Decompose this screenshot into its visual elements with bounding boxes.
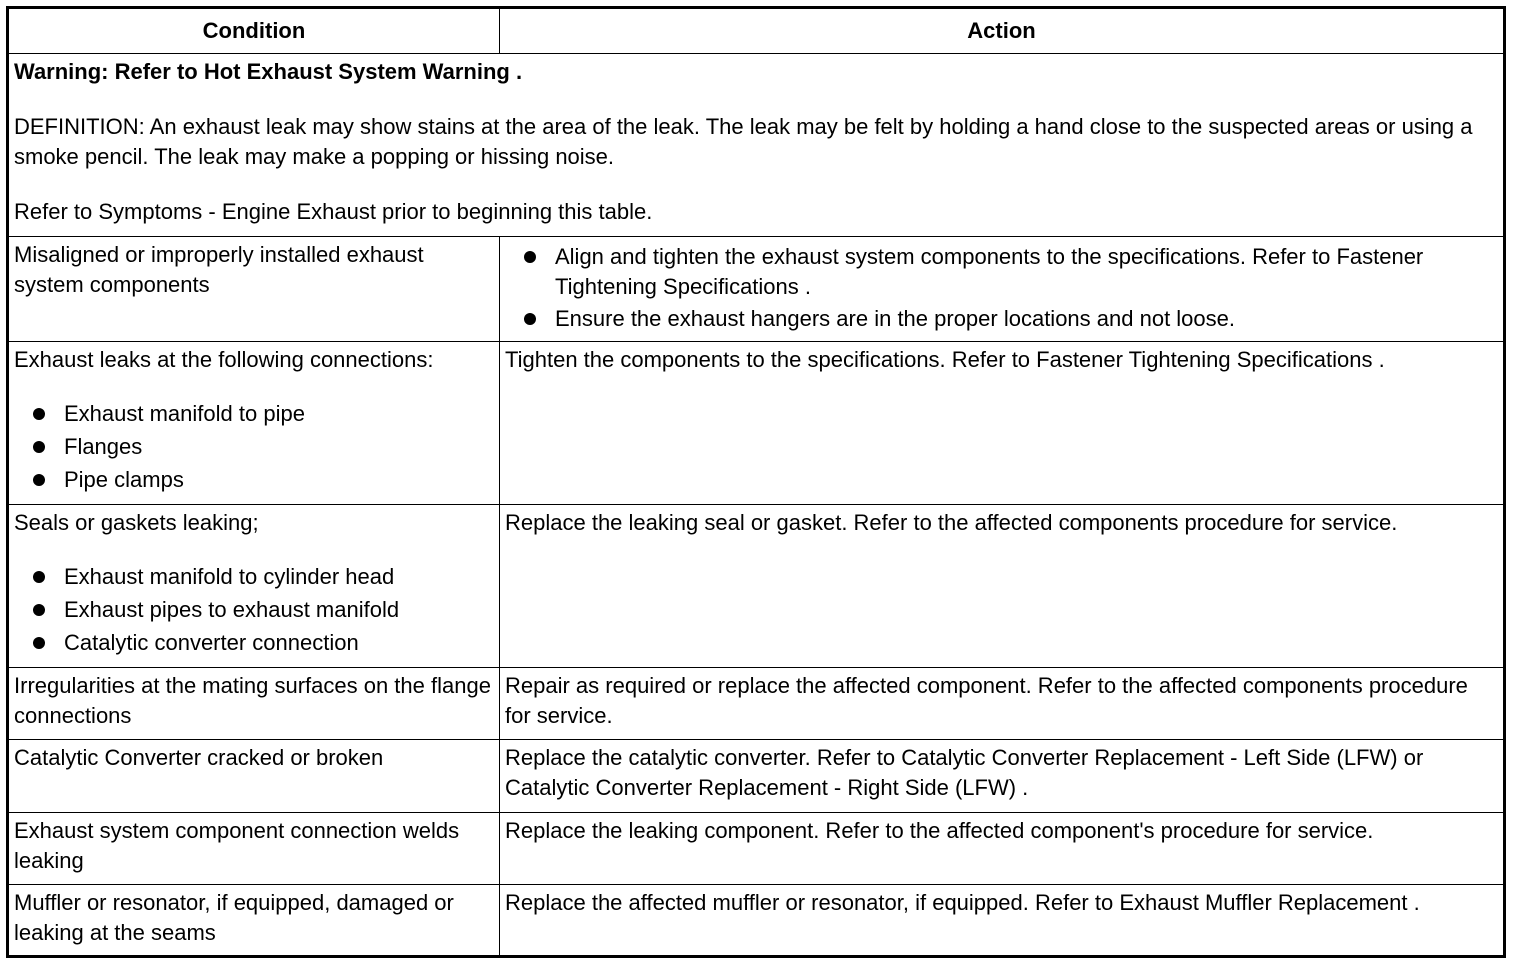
condition-bullet-item: Catalytic converter connection — [14, 628, 493, 658]
condition-bullet-list — [14, 562, 493, 658]
intro-row — [8, 54, 1505, 237]
header-row — [8, 8, 1505, 54]
condition-header: Condition — [8, 8, 500, 54]
action-bullet-list — [505, 242, 1497, 334]
condition-bullet-item: Exhaust pipes to exhaust manifold — [14, 595, 493, 625]
condition-bullet-item: Flanges — [14, 432, 493, 462]
action-bullet-item: Align and tighten the exhaust system components to the specifications. Refer to Fastener Tightening Specifications . — [505, 242, 1497, 302]
diagnostic-table — [6, 6, 1506, 958]
condition-cell — [8, 505, 500, 668]
condition-bullet-item: Pipe clamps — [14, 465, 493, 495]
table-row — [8, 740, 1505, 813]
action-cell: Tighten the components to the specifications. Refer to Fastener Tightening Specifications . — [500, 342, 1505, 505]
condition-cell: Misaligned or improperly installed exhaust system components — [8, 237, 500, 342]
action-cell: Replace the leaking component. Refer to the affected component's procedure for service. — [500, 813, 1505, 885]
action-cell: Replace the catalytic converter. Refer to Catalytic Converter Replacement - Left Side (LFW) or Catalytic Converter Replacement - Right Side (LFW) . — [500, 740, 1505, 813]
table-row — [8, 505, 1505, 668]
condition-bullet-item: Exhaust manifold to cylinder head — [14, 562, 493, 592]
action-bullet-item: Ensure the exhaust hangers are in the proper locations and not loose. — [505, 304, 1497, 334]
action-cell: Repair as required or replace the affected component. Refer to the affected components procedure for service. — [500, 668, 1505, 740]
table-row — [8, 885, 1505, 957]
condition-text: Seals or gaskets leaking; — [14, 510, 259, 535]
condition-cell — [8, 342, 500, 505]
action-header: Action — [500, 8, 1505, 54]
action-cell — [500, 237, 1505, 342]
refer-text: Refer to Symptoms - Engine Exhaust prior to beginning this table. — [14, 199, 653, 224]
table-row — [8, 237, 1505, 342]
table-row — [8, 813, 1505, 885]
table-row — [8, 668, 1505, 740]
warning-text: Warning: Refer to Hot Exhaust System Warning . — [14, 59, 523, 84]
condition-cell: Muffler or resonator, if equipped, damaged or leaking at the seams — [8, 885, 500, 957]
action-cell: Replace the leaking seal or gasket. Refer to the affected components procedure for service. — [500, 505, 1505, 668]
condition-cell: Catalytic Converter cracked or broken — [8, 740, 500, 813]
condition-text: Exhaust leaks at the following connections: — [14, 347, 434, 372]
definition-text: DEFINITION: An exhaust leak may show stains at the area of the leak. The leak may be felt by holding a hand close to the suspected areas or using a smoke pencil. The leak may make a popping or hissing noise. — [14, 114, 1473, 169]
intro-cell — [8, 54, 1505, 237]
condition-bullet-list — [14, 399, 493, 495]
condition-cell: Exhaust system component connection welds leaking — [8, 813, 500, 885]
condition-cell: Irregularities at the mating surfaces on the flange connections — [8, 668, 500, 740]
condition-bullet-item: Exhaust manifold to pipe — [14, 399, 493, 429]
table-row — [8, 342, 1505, 505]
action-cell: Replace the affected muffler or resonator, if equipped. Refer to Exhaust Muffler Replacement . — [500, 885, 1505, 957]
